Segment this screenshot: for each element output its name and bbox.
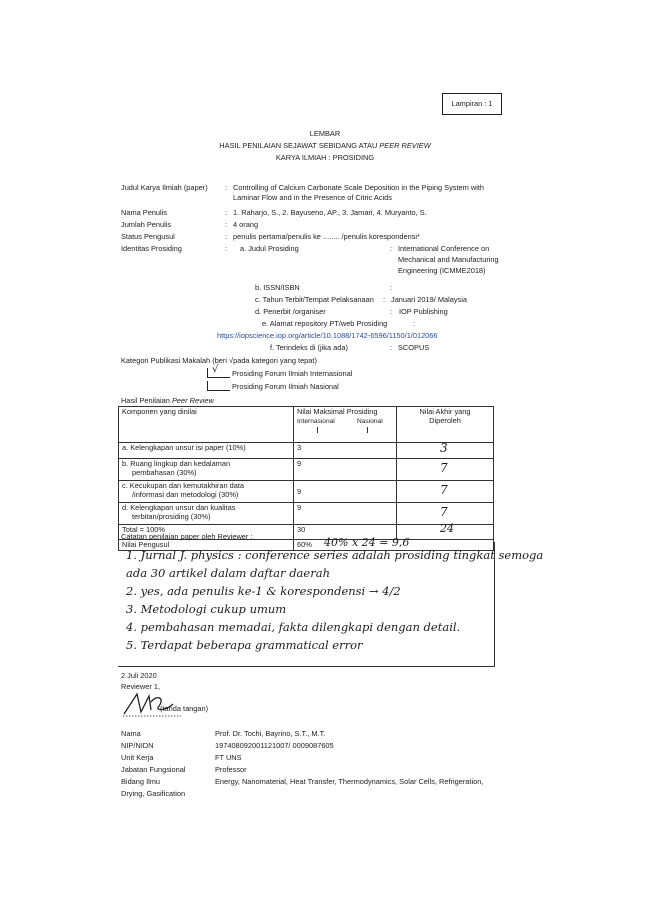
kategori-check-mark: √ <box>212 364 219 375</box>
row-d-label <box>119 503 294 525</box>
identitas-a-value-3: Engineering (ICMME2018) <box>398 266 486 275</box>
identitas-b-sep: : <box>390 283 393 292</box>
penulis-value: 1. Raharjo, S., 2. Bayuseno, AP., 3. Jamari, 4. Muryanto, S. <box>233 208 427 217</box>
title-line-3: KARYA ILMIAH : PROSIDING <box>275 153 375 162</box>
identitas-e-label: e. Alamat repository PT/web Prosiding <box>262 319 388 328</box>
status-label: Status Pengusul <box>121 232 175 241</box>
jumlah-label: Jumlah Penulis <box>121 220 172 229</box>
row-a-max: 3 <box>294 443 397 459</box>
row-c-max: 9 <box>294 481 397 503</box>
th-int-tick <box>317 427 318 433</box>
nip-label: NIP/NIDN <box>121 741 154 750</box>
identitas-sep: : <box>225 244 228 253</box>
sign-ttd: (tanda tangan) <box>160 704 209 713</box>
catatan-label: Catatan penilaian paper oleh Reviewer : <box>121 532 253 541</box>
repository-url-link[interactable]: https://iopscience.iop.org/article/10.1088/1742-6596/1150/1/012066 <box>217 331 438 340</box>
total-score <box>397 522 494 540</box>
nilai-max-value: 60% <box>297 539 312 549</box>
identitas-label: Identitas Prosiding <box>121 244 182 253</box>
catatan-line-1: 1. Jurnal J. physics : conference series adalah prosiding tingkat semoga <box>126 548 544 562</box>
th-nas-tick <box>367 427 368 433</box>
penulis-sep: : <box>225 208 228 217</box>
title-line-1: LEMBAR <box>309 129 341 138</box>
nilai-label: Nilai Pengusul <box>119 539 294 550</box>
row-c-score-hw: 7 <box>440 483 448 497</box>
row-a-score-hw: 3 <box>440 441 448 455</box>
row-c-score <box>397 481 494 503</box>
table-row <box>119 443 494 459</box>
judul-label: Judul Karya Ilmiah (paper) <box>121 183 208 192</box>
identitas-c-sep: : <box>383 295 386 304</box>
nama-label: Nama <box>121 729 141 738</box>
row-d-label-1: d. Kelengkapan unsur dan kualitas <box>122 503 236 512</box>
hasil-label-italic: Peer Review <box>171 396 214 405</box>
hasil-label-text: Hasil Penilaian <box>121 396 172 405</box>
th-nilai-akhir-1: Nilai Akhir yang <box>419 407 471 416</box>
judul-value-1: Controlling of Calcium Carbonate Scale Deposition in the Piping System with <box>233 183 484 192</box>
row-c-label <box>119 481 294 503</box>
identitas-d-label: d. Penerbit /organiser <box>255 307 326 316</box>
row-a-score <box>397 443 494 459</box>
kategori-checkbox-1[interactable] <box>207 368 230 378</box>
jabatan-value: Professor <box>215 765 247 774</box>
identitas-a-value-2: Mechanical and Manufacturing <box>398 255 499 264</box>
th-internasional: Internasional <box>297 418 335 426</box>
row-d-score-hw: 7 <box>440 505 448 519</box>
row-b-label-2: pembahasan (30%) <box>132 468 197 478</box>
th-nilai-akhir <box>397 407 494 443</box>
identitas-f-sep: : <box>390 343 393 352</box>
title-line-2-text: HASIL PENILAIAN SEJAWAT SEBIDANG ATAU <box>219 141 380 150</box>
kategori-opt-1: Prosiding Forum Ilmiah Internasional <box>232 369 353 378</box>
th-nilai-max <box>294 407 397 443</box>
catatan-line-2: ada 30 artikel dalam daftar daerah <box>126 566 330 580</box>
identitas-a-value-1: International Conference on <box>398 244 490 253</box>
catatan-line-3: 2. yes, ada penulis ke-1 & korespondensi → 4/2 <box>126 584 401 598</box>
total-max: 30 <box>294 525 397 540</box>
bidang-value: Energy, Nanomaterial, Heat Transfer, Thermodynamics, Solar Cells, Refrigeration, <box>215 777 484 786</box>
jabatan-label: Jabatan Fungsional <box>121 765 186 774</box>
penulis-label: Nama Penulis <box>121 208 168 217</box>
identitas-e-sep: : <box>413 319 416 328</box>
kategori-label: Kategori Publikasi Makalah (beri √pada kategori yang tepat) <box>121 356 317 365</box>
identitas-d-sep: : <box>390 307 393 316</box>
row-c-label-1: c. Kecukupan dan kemutakhiran data <box>122 481 245 490</box>
nama-value: Prof. Dr. Tochi, Bayrino, S.T., M.T. <box>215 729 326 738</box>
kategori-checkbox-2[interactable] <box>207 381 230 391</box>
th-nilai-akhir-2: Diperoleh <box>429 416 461 426</box>
row-b-label <box>119 459 294 481</box>
table-row <box>119 459 494 481</box>
bidang-value-2: Drying, Gasification <box>121 789 186 798</box>
bidang-label: Bidang Ilmu <box>121 777 161 786</box>
sign-date: 2 Juli 2020 <box>121 671 157 680</box>
identitas-c-label: c. Tahun Terbit/Tempat Pelaksanaan <box>255 295 374 304</box>
status-value: penulis pertama/penulis ke ........ /penulis korespondensi* <box>233 232 420 241</box>
lampiran-box: Lampiran : 1 <box>442 93 502 115</box>
nilai-score-hw: 40% x 24 = 9,6 <box>324 535 410 549</box>
table-row <box>119 481 494 503</box>
row-c-label-2: /informasi dan metodologi (30%) <box>132 490 239 500</box>
jumlah-value: 4 orang <box>233 220 259 229</box>
table-row <box>119 503 494 525</box>
identitas-a-sep: : <box>390 244 393 253</box>
identitas-f-label: f. Terindeks di (jika ada) <box>270 343 348 352</box>
th-komponen: Komponen yang dinilai <box>119 407 294 443</box>
penilaian-table <box>118 406 494 551</box>
row-b-max: 9 <box>294 459 397 481</box>
status-sep: : <box>225 232 228 241</box>
row-b-score <box>397 459 494 481</box>
identitas-a-label: a. Judul Prosiding <box>240 244 299 253</box>
kategori-opt-2: Prosiding Forum Ilmiah Nasional <box>232 382 339 391</box>
total-label: Total = 100% <box>119 525 294 540</box>
identitas-d-value: IOP Publishing <box>399 307 448 316</box>
th-nasional: Nasional <box>357 418 383 426</box>
jumlah-sep: : <box>225 220 228 229</box>
title-line-2 <box>0 141 650 151</box>
catatan-line-5: 4. pembahasan memadai, fakta dilengkapi dengan detail. <box>126 620 461 634</box>
identitas-c-value: Januari 2019/ Malaysia <box>391 295 468 304</box>
title-line-2-italic: PEER REVIEW <box>379 141 431 150</box>
total-score-hw: 24 <box>440 522 454 535</box>
row-b-score-hw: 7 <box>440 461 448 475</box>
th-nilai-max-sub <box>297 416 393 434</box>
judul-value-2: Laminar Flow and in the Presence of Citric Acids <box>233 193 392 202</box>
row-b-label-1: b. Ruang lingkup dan kedalaman <box>122 459 231 468</box>
sign-reviewer: Reviewer 1, <box>121 682 161 691</box>
catatan-line-4: 3. Metodologi cukup umum <box>126 602 287 616</box>
row-d-label-2: terbitan/prosiding (30%) <box>132 512 211 522</box>
row-d-max: 9 <box>294 503 397 525</box>
identitas-b-label: b. ISSN/ISBN <box>255 283 300 292</box>
identitas-f-value: SCOPUS <box>398 343 430 352</box>
catatan-line-6: 5. Terdapat beberapa grammatical error <box>126 638 363 652</box>
judul-sep: : <box>225 183 228 192</box>
th-nilai-max-label: Nilai Maksimal Prosiding <box>297 407 378 416</box>
row-a-label: a. Kelengkapan unsur isi paper (10%) <box>119 443 294 459</box>
nip-value: 197408092001121007/ 0009087605 <box>215 741 334 750</box>
hasil-label <box>121 396 214 406</box>
unit-value: FT UNS <box>215 753 242 762</box>
unit-label: Unit Kerja <box>121 753 154 762</box>
